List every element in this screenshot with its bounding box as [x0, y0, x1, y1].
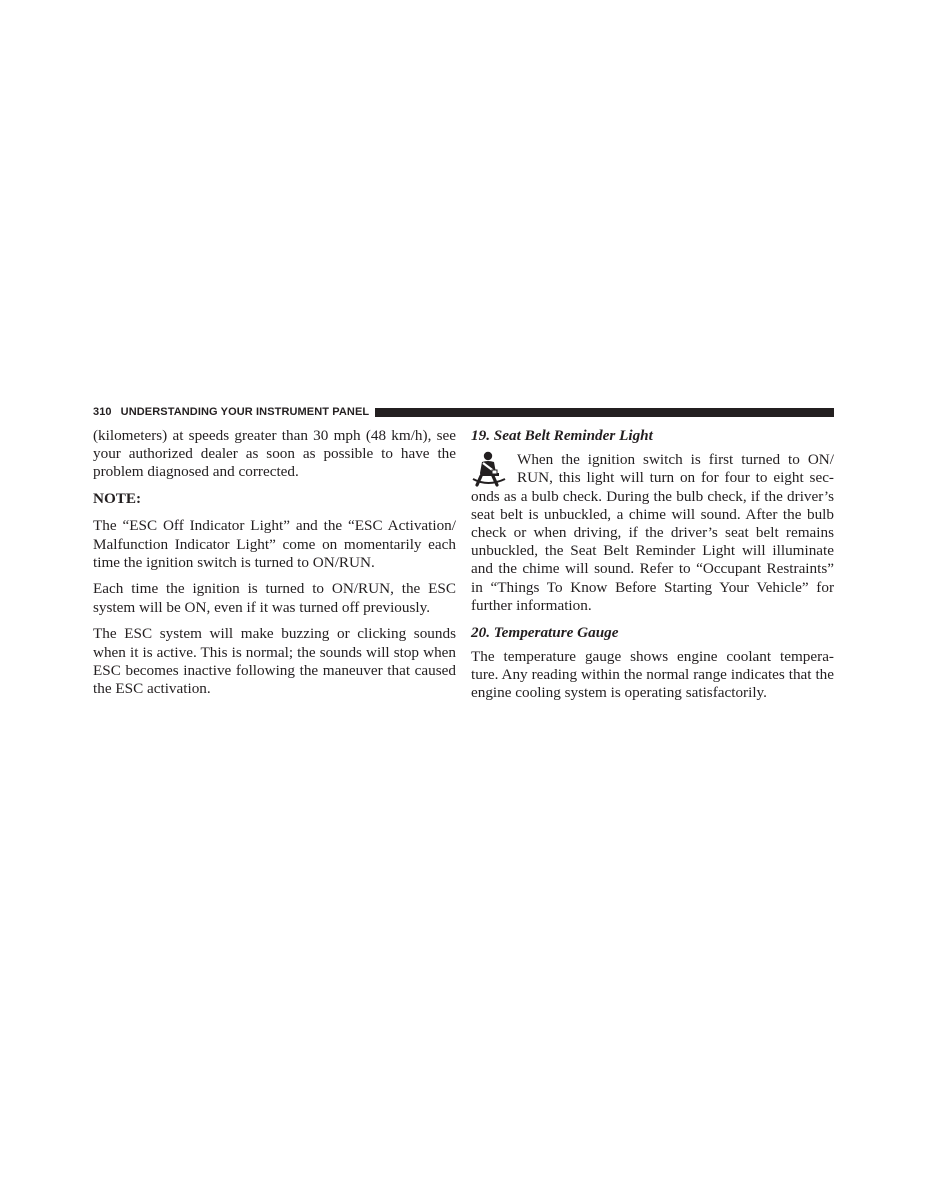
paragraph-esc-on: Each time the ignition is turned to ON/RUN, the ESC system will be ON, even if it was turned off previously.: [93, 580, 456, 616]
section-19-body: [471, 451, 834, 615]
paragraph-continued: (kilometers) at speeds greater than 30 mph (48 km/h), see your authorized dealer as soon as possible to have the problem diagnosed and corrected.: [93, 427, 456, 481]
paragraph-esc-sounds: The ESC system will make buzzing or clicking sounds when it is active. This is normal; the sounds will stop when ESC becomes inactive following the maneuver that caused the ESC activation.: [93, 625, 456, 697]
section-19-text: When the ignition switch is first turned to ON/ RUN, this light will turn on for four to eight sec- onds as a bulb check. During the bulb check, if the driver’s seat belt is unbuckled, a chime will sound. After the bulb check or when driving, if the driver’s seat belt remains unbuckled, the Seat Belt Reminder Light will illuminate and the chime will sound. Refer to “Occupant Restraints” in “Things To Know Before Starting Your Vehicle” for further information.: [471, 451, 834, 614]
page-number: 310: [93, 406, 112, 418]
note-label: NOTE:: [93, 490, 142, 508]
chapter-title: UNDERSTANDING YOUR INSTRUMENT PANEL: [120, 406, 370, 418]
seat-belt-icon: [471, 451, 509, 487]
section-20-title: 20. Temperature Gauge: [471, 623, 619, 641]
right-column: [471, 427, 834, 711]
paragraph-esc-lights: The “ESC Off Indicator Light” and the “ESC Activation/ Malfunction Indicator Light” come on momentarily each time the ignition switch is turned to ON/RUN.: [93, 517, 456, 571]
section-19-title: 19. Seat Belt Reminder Light: [471, 427, 653, 444]
section-20-text: The temperature gauge shows engine coolant tempera- ture. Any reading within the normal range indicates that the engine cooling system is operating satisfactorily.: [471, 647, 834, 702]
header-rule: [375, 408, 834, 417]
page-header: [93, 405, 834, 419]
left-column: [93, 427, 456, 707]
